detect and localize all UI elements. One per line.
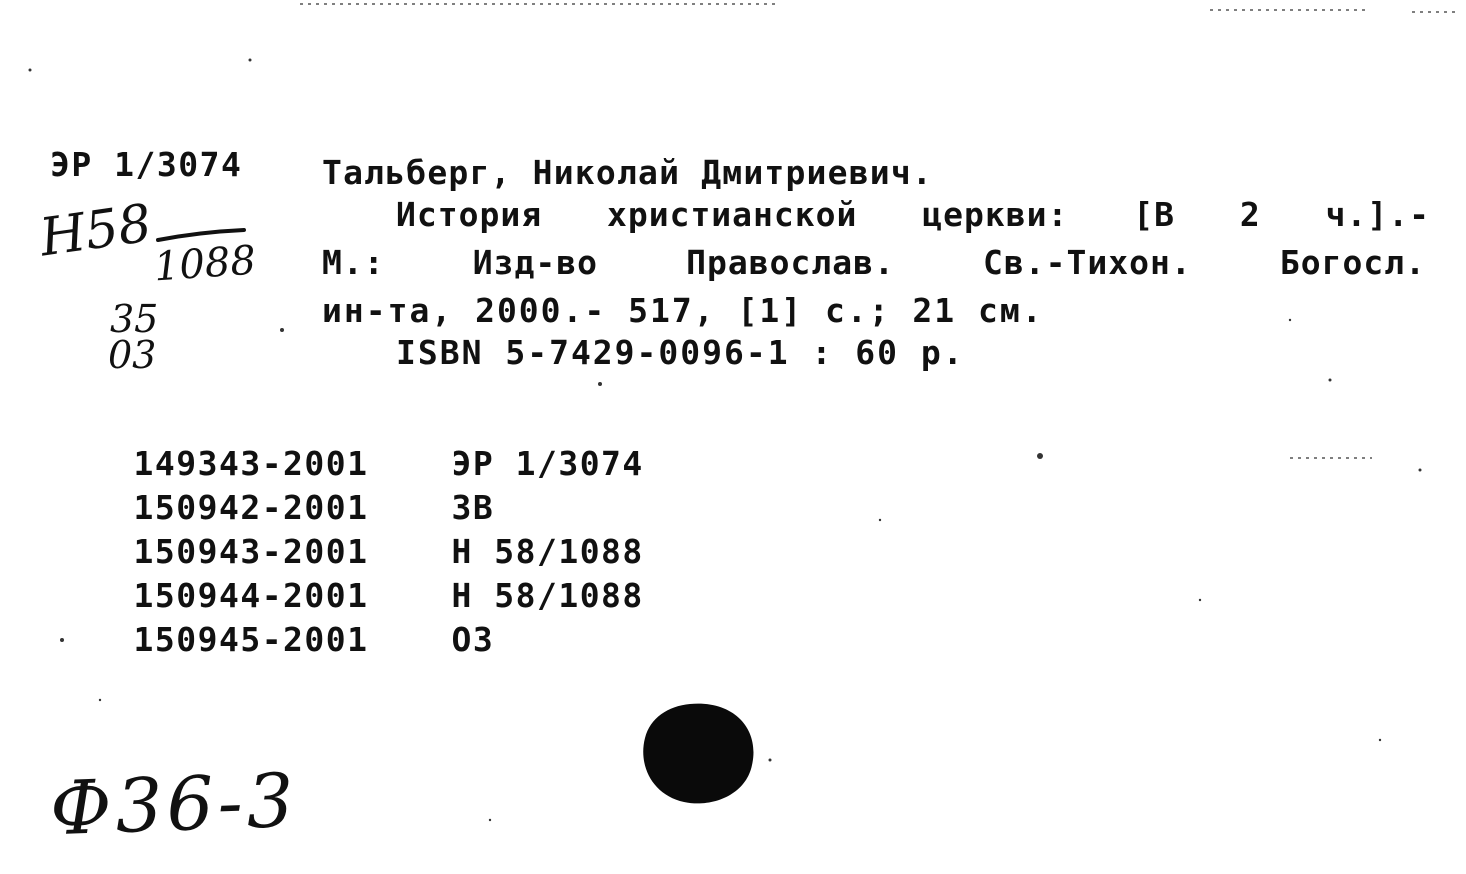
inventory-code: Н 58/1088 (451, 532, 644, 571)
imprint-word: Св.-Тихон. (983, 243, 1192, 282)
title-word: ч.].- (1325, 195, 1430, 234)
imprint-word: Богосл. (1279, 243, 1426, 282)
title-word: церкви: (922, 195, 1069, 234)
isbn-line: ISBN 5-7429-0096-1 : 60 р. (396, 333, 965, 372)
call-number: ЭР 1/3074 (50, 145, 243, 184)
imprint-word: Изд-во (472, 243, 598, 282)
title-word: История (396, 195, 543, 234)
handwritten-note: Ф36-3 (48, 757, 300, 853)
inventory-number: 150945-2001 (133, 620, 369, 659)
inventory-code: ОЗ (451, 620, 495, 659)
imprint-word: Православ. (686, 243, 895, 282)
inventory-number: 150944-2001 (133, 576, 369, 615)
shelf-mark-prefix: Н58 (36, 193, 156, 269)
title-word: [В (1133, 195, 1175, 234)
punch-hole (643, 704, 753, 804)
inventory-number: 150943-2001 (133, 532, 369, 571)
shelf-mark-line2: 35 (110, 297, 159, 341)
inventory-number: 150942-2001 (133, 488, 369, 527)
collation-line: ин-та, 2000.- 517, [1] с.; 21 см. (322, 291, 1044, 330)
shelf-mark-line3: 03 (108, 333, 157, 377)
inventory-code: ЭР 1/3074 (451, 444, 644, 483)
inventory-number: 149343-2001 (133, 444, 369, 483)
scan-specks (29, 59, 1422, 822)
inventory-code: ЗВ (451, 488, 495, 527)
shelf-mark-denominator: 1088 (152, 237, 258, 291)
title-word: христианской (606, 195, 858, 234)
imprint-word: М.: (322, 243, 385, 282)
edge-marks (300, 4, 1460, 458)
inventory-code: Н 58/1088 (451, 576, 644, 615)
title-word: 2 (1239, 195, 1261, 234)
author-heading: Тальберг, Николай Дмитриевич. (322, 153, 933, 192)
fraction-bar (158, 230, 244, 240)
